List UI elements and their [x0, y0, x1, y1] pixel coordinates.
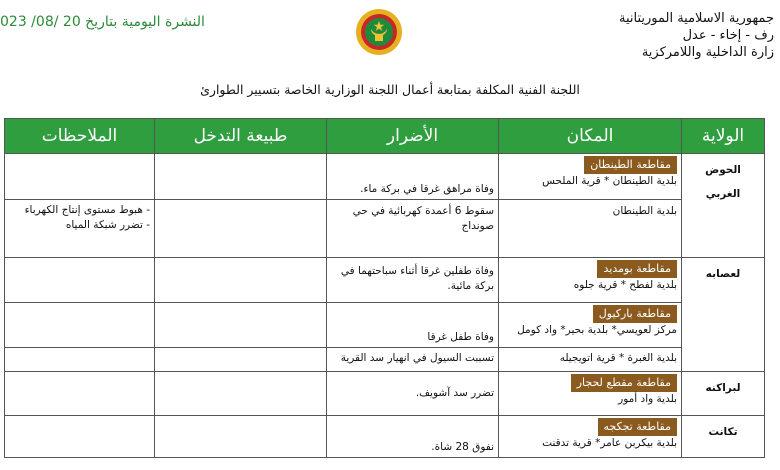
moughataa-badge: مقاطعة بومديد [597, 260, 677, 278]
intervention-cell [155, 200, 327, 258]
intervention-cell [155, 348, 327, 372]
notes-cell [5, 154, 155, 200]
notes-cell [5, 372, 155, 416]
country-name: جمهورية الاسلامية الموريتانية [618, 11, 774, 26]
place-text: بلدية بيكربن عامر* قرية تدقنت [542, 437, 677, 449]
col-header-wilaya: الولاية [682, 119, 765, 154]
intervention-cell [155, 416, 327, 458]
moughataa-badge: مقاطعة باركيول [593, 305, 677, 323]
table-row [5, 348, 765, 372]
ministry-name: زارة الداخلية واللامركزية [641, 45, 774, 60]
place-text: بلدية الطينطان * قرية الملحس [542, 175, 677, 187]
damage-table [4, 118, 765, 458]
wilaya-cell: الحوض الغربي [682, 154, 765, 258]
committee-title: اللجنة الفنية المكلفة بمتابعة أعمال اللجنة الوزارية الخاصة بتسيير الطوارئ [200, 82, 580, 97]
damage-cell: تضرر سد آشويف. [327, 372, 499, 416]
intervention-cell [155, 372, 327, 416]
damage-cell: وفاة طفل غرقا [327, 303, 499, 348]
place-cell [499, 416, 682, 458]
place-cell [499, 303, 682, 348]
col-header-damage: الأضرار [327, 119, 499, 154]
table-row [5, 154, 765, 200]
table-row [5, 303, 765, 348]
place-text: بلدية واد أمور [618, 393, 677, 405]
intervention-cell [155, 258, 327, 303]
col-header-place: المكان [499, 119, 682, 154]
moughataa-badge: مقاطعة الطينطان [584, 156, 677, 174]
table-row [5, 372, 765, 416]
damage-cell: وفاة طفلين غرقا أثناء سباحتهما في بركة مائية. [327, 258, 499, 303]
moughataa-badge: مقاطعة تجكجه [598, 418, 678, 436]
table-row [5, 258, 765, 303]
notes-cell [5, 348, 155, 372]
bulletin-date: النشرة اليومية بتاريخ 20 /08/ 023 [0, 14, 205, 30]
table-row [5, 416, 765, 458]
table-row [5, 200, 765, 258]
col-header-intervention: طبيعة التدخل [155, 119, 327, 154]
wilaya-cell: لبراكنه [682, 372, 765, 416]
place-cell [499, 154, 682, 200]
note-text: - هبوط مستوى إنتاج الكهرباء [24, 204, 150, 216]
notes-cell [5, 416, 155, 458]
notes-cell [5, 258, 155, 303]
wilaya-cell: تكانت [682, 416, 765, 458]
national-emblem-icon [355, 8, 403, 56]
place-cell [499, 372, 682, 416]
place-cell [499, 258, 682, 303]
moughataa-badge: مقاطعة مقطع لحجار [571, 374, 677, 392]
damage-cell: نفوق 28 شاة. [327, 416, 499, 458]
notes-cell [5, 200, 155, 258]
damage-cell: وفاة مراهق غرقا في بركة ماء. [327, 154, 499, 200]
intervention-cell [155, 154, 327, 200]
col-header-notes: الملاحظات [5, 119, 155, 154]
wilaya-cell: لعصابه [682, 258, 765, 372]
notes-cell [5, 303, 155, 348]
note-text: - تضرر شبكة المياه [65, 219, 150, 231]
place-cell: بلدية الغبرة * قرية اتويجيله [499, 348, 682, 372]
letterhead [574, 10, 774, 61]
place-text: مركز لعويسي* بلدية بحير* واد كومل [517, 324, 677, 336]
damage-cell: سقوط 6 أعمدة كهربائية في حي صونداج [327, 200, 499, 258]
place-cell: بلدية الطينطان [499, 200, 682, 258]
national-motto: رف - إخاء - عدل [682, 28, 774, 43]
damage-cell: تسببت السيول في انهيار سد القرية [327, 348, 499, 372]
table-header-row [5, 119, 765, 154]
place-text: بلدية لفطح * قرية جلوه [573, 279, 677, 291]
intervention-cell [155, 303, 327, 348]
